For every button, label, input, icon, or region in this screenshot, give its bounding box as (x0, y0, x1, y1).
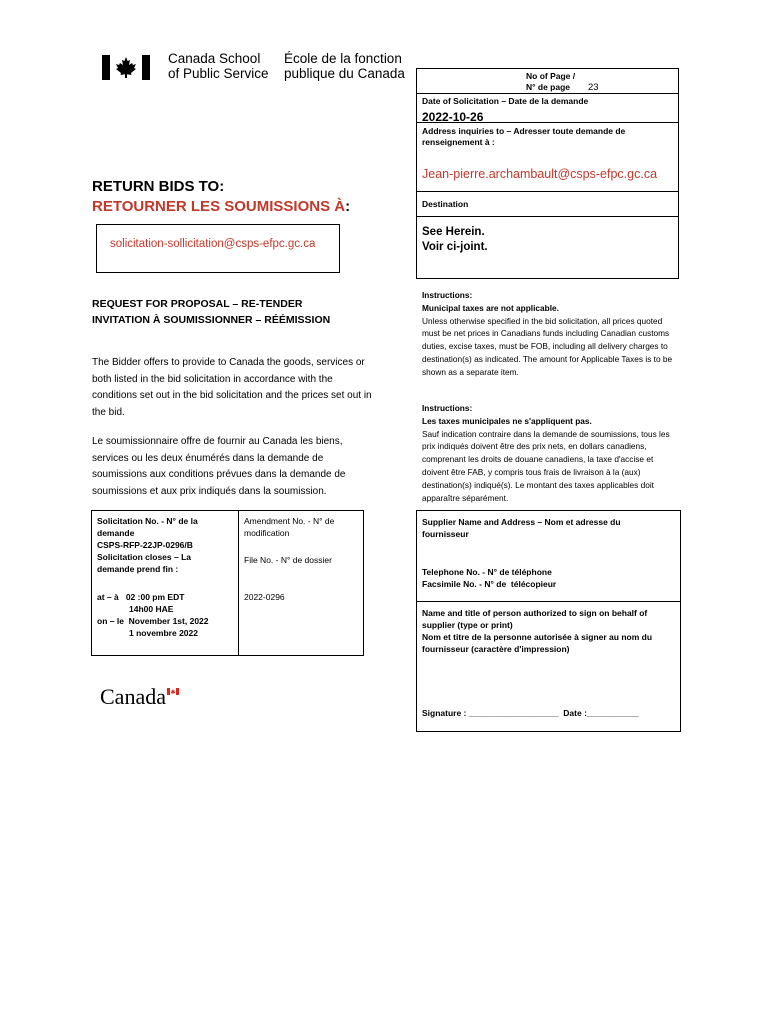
solicitation-number-value: CSPS-RFP-22JP-0296/B (97, 540, 193, 550)
address-inquiries-label: Address inquiries to – Adresser toute demande de renseignement à : (422, 126, 626, 147)
solicitation-number (97, 515, 198, 575)
supplier-divider (416, 601, 681, 602)
page-label-line-2: N° de page (526, 82, 571, 92)
see-herein-en: See Herein. (422, 226, 485, 238)
closing-time-fr: 14h00 HAE (129, 604, 174, 614)
supplier-name-label-1: Supplier Name and Address – Nom et adresse du (422, 517, 621, 527)
destination-value (422, 225, 488, 255)
solicitation-number-label-1: Solicitation No. - N° de la (97, 516, 198, 526)
department-name-en (168, 51, 269, 81)
instructions-fr (422, 402, 682, 504)
instructions-en-subheading: Municipal taxes are not applicable. (422, 302, 559, 313)
file-number-label: File No. - N° de dossier (244, 555, 332, 565)
return-bids-colon: : (345, 198, 351, 215)
department-en-line-2: of Public Service (168, 66, 269, 81)
supplier-phone-fax (422, 566, 556, 590)
instructions-en-heading: Instructions: (422, 290, 473, 300)
divider-page (416, 93, 679, 94)
supplier-name-label-2: fournisseur (422, 529, 469, 539)
amendment-label-1: Amendment No. - N° de (244, 516, 335, 526)
amendment-number (244, 515, 334, 539)
solicitation-closes-label-2: demande prend fin : (97, 564, 179, 574)
closing-date-en: on – le November 1st, 2022 (97, 616, 209, 626)
instructions-fr-body: Sauf indication contraire dans la demande de soumissions, tous les prix indiqués doivent être des prix nets, en dollars canadiens, comprenant les droits de douane canadiens, la taxe d'accise et doivent être FAB, y compris tous frais de livraison à la (aux) destination(s) indiqué(s). Le montant des taxes applicables doit apparaître séparément. (422, 428, 670, 503)
authorized-person-label (422, 607, 677, 655)
telephone-label: Telephone No. - N° de téléphone (422, 567, 552, 577)
canada-wordmark-flag-icon (167, 688, 179, 695)
rfp-title-en: REQUEST FOR PROPOSAL – RE-TENDER (92, 298, 303, 310)
destination-label: Destination (422, 199, 469, 209)
page-label-line-1: No of Page / (526, 71, 576, 81)
department-name-fr (284, 51, 405, 81)
signature-line: Signature : ___________________ Date :___________ (422, 708, 639, 718)
solicitation-number-label-2: demande (97, 528, 135, 538)
canada-wordmark: Canada (100, 684, 166, 709)
authorized-label-en: Name and title of person authorized to sign on behalf of supplier (type or print) (422, 608, 648, 630)
divider-address (416, 191, 679, 192)
rfp-title (92, 296, 330, 328)
page-count: 23 (588, 82, 599, 93)
closing-time: at – à 02 :00 pm EDT (97, 592, 185, 602)
instructions-fr-heading: Instructions: (422, 403, 473, 413)
instructions-fr-subheading: Les taxes municipales ne s'appliquent pas. (422, 415, 592, 426)
closing-date (97, 591, 235, 639)
solicitation-details-divider (238, 510, 239, 656)
facsimile-label: Facsimile No. - N° de télécopieur (422, 579, 557, 589)
return-bids-title-fr-text: RETOURNER LES SOUMISSIONS À (92, 198, 346, 215)
instructions-en-body: Unless otherwise specified in the bid solicitation, all prices quoted must be net prices in Canadians funds including Canadian customs duties, excise taxes, must be FOB, including all delivery charges to destination(s) as indicated. The amount for Applicable Taxes is to be shown as a separate item. (422, 315, 673, 377)
file-number-value: 2022-0296 (244, 592, 285, 602)
instructions-en (422, 289, 682, 379)
bidder-offer-paragraph-en: The Bidder offers to provide to Canada the goods, services or both listed in the bid solicitation in accordance with the conditions set out in the bid solicitation and the prices set out in the bid. (92, 357, 372, 418)
divider-destination (416, 216, 679, 217)
see-herein-fr: Voir ci-joint. (422, 241, 488, 253)
page-label (526, 71, 575, 93)
canada-flag-icon (102, 55, 150, 80)
authorized-label-fr: Nom et titre de la personne autorisée à signer au nom du fournisseur (caractère d'impression) (422, 632, 653, 654)
inquiries-email-link[interactable]: Jean-pierre.archambault@csps-efpc.gc.ca (422, 167, 658, 181)
department-fr-line-2: publique du Canada (284, 66, 405, 81)
supplier-name-label (422, 516, 677, 540)
solicitation-closes-label-1: Solicitation closes – La (97, 552, 192, 562)
department-en-line-1: Canada School (168, 51, 261, 66)
return-bids-title-fr (92, 198, 350, 215)
solicitation-date: 2022-10-26 (422, 110, 484, 124)
date-label: Date of Solicitation – Date de la demande (422, 96, 589, 106)
department-fr-line-1: École de la fonction (284, 51, 402, 66)
return-bids-email-link[interactable]: solicitation-sollicitation@csps-efpc.gc.ca (110, 238, 316, 250)
closing-date-fr: 1 novembre 2022 (129, 628, 198, 638)
amendment-label-2: modification (244, 528, 290, 538)
bidder-offer-paragraph-fr: Le soumissionnaire offre de fournir au Canada les biens, services ou les deux énumérés dans la demande de soumissions aux conditions prévues dans la demande de soumissions et aux prix indiqués dans la soumission. (92, 436, 346, 497)
return-bids-title-en: RETURN BIDS TO: (92, 178, 225, 195)
rfp-title-fr: INVITATION À SOUMISSIONNER – RÉÉMISSION (92, 314, 331, 326)
